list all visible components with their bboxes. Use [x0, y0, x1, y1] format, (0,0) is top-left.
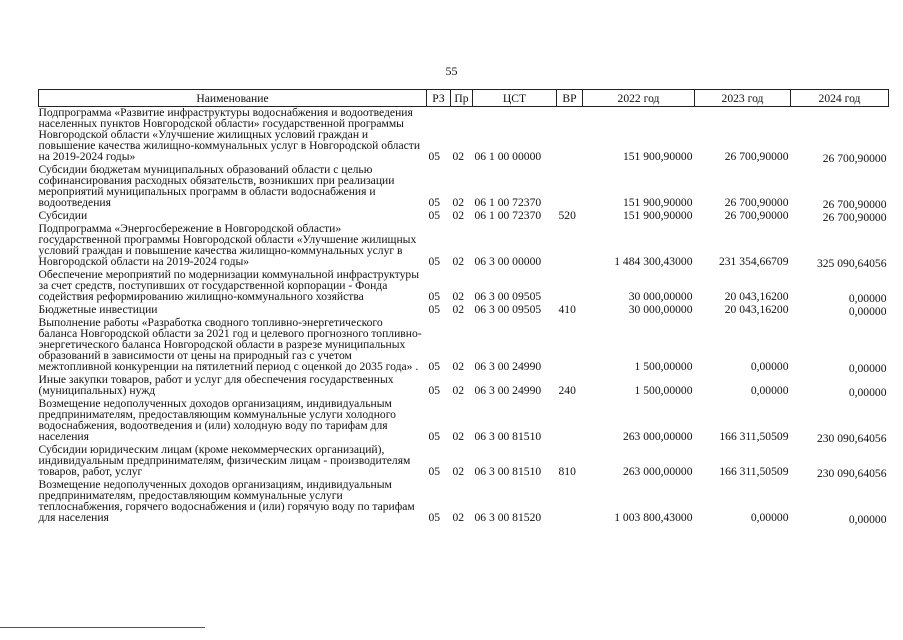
header-2022: 2022 год	[583, 90, 695, 107]
cell-vr: 240	[558, 384, 576, 397]
cell-cst: 06 3 00 24990	[474, 384, 542, 397]
cell-pr: 02	[452, 360, 465, 373]
cell-name: Субсидии	[38, 209, 88, 222]
cell-cst: 06 3 00 81510	[474, 465, 542, 478]
cell-rz: 05	[428, 150, 441, 163]
cell-y2023: 20 043,16200	[724, 303, 789, 316]
cell-y2023: 0,00000	[750, 384, 789, 397]
cell-vr	[557, 317, 583, 374]
header-vr: ВР	[557, 90, 583, 107]
table-row	[39, 223, 889, 269]
table-header	[39, 90, 889, 107]
cell-cst: 06 1 00 00000	[474, 150, 542, 163]
table-row	[39, 444, 889, 479]
cell-cst: 06 3 00 24990	[474, 360, 542, 373]
header-pr: Пр	[451, 90, 473, 107]
cell-pr: 02	[452, 196, 465, 209]
table-body	[39, 107, 889, 526]
table-row	[39, 317, 889, 374]
cell-vr	[557, 479, 583, 525]
cell-y2024: 0,00000	[848, 305, 887, 318]
cell-y2022: 1 500,00000	[634, 384, 693, 397]
cell-rz: 05	[428, 511, 441, 524]
header-rz: РЗ	[427, 90, 451, 107]
cell-y2022: 1 003 800,43000	[614, 511, 693, 524]
cell-y2024: 0,00000	[848, 386, 887, 399]
cell-vr	[557, 223, 583, 269]
cell-rz: 05	[428, 465, 441, 478]
cell-vr: 520	[558, 209, 576, 222]
cell-y2024: 26 700,90000	[822, 198, 887, 211]
cell-rz: 05	[428, 255, 441, 268]
budget-table	[38, 89, 889, 525]
cell-y2023: 0,00000	[750, 511, 789, 524]
cell-pr: 02	[452, 150, 465, 163]
cell-name: Возмещение недополученных доходов организациям, индивидуальным предпринимателям, предоставляющим коммунальные услуги теплоснабжения, горячего водоснабжения и (или) горячую воду по тарифам для населения	[38, 478, 415, 524]
cell-cst: 06 3 00 09505	[474, 290, 542, 303]
cell-y2023: 166 311,50509	[719, 430, 789, 443]
cell-name: Подпрограмма «Энергосбережение в Новгородской области» государственной программы Новгородской области «Улучшение жилищных условий граждан и повышение качества жилищно-коммунальных услуг в Новгородской области на 2019-2024 годы»	[38, 222, 417, 268]
cell-pr: 02	[452, 511, 465, 524]
cell-cst: 06 3 00 09505	[474, 303, 542, 316]
cell-name: Выполнение работы «Разработка сводного топливно-энергетического баланса Новгородской области за 2021 год и целевого прогнозного топливно-энергетического баланса Новгородской области в разрезе муниципальных образований в зависимости от цены на природный газ с учетом межтопливной конкуренции на пятилетний период с оценкой до 2035 года» .	[38, 316, 422, 373]
cell-y2024: 0,00000	[848, 292, 887, 305]
footnote-rule	[0, 627, 205, 628]
cell-pr: 02	[452, 290, 465, 303]
table-row	[39, 164, 889, 210]
cell-y2022: 30 000,00000	[628, 303, 693, 316]
cell-name: Иные закупки товаров, работ и услуг для обеспечения государственных (муниципальных) нужд	[38, 373, 394, 397]
table-row	[39, 269, 889, 304]
cell-y2022: 151 900,90000	[622, 209, 693, 222]
cell-y2024: 230 090,64056	[816, 432, 887, 445]
header-2023: 2023 год	[695, 90, 791, 107]
cell-vr	[557, 398, 583, 444]
cell-cst: 06 1 00 72370	[474, 209, 542, 222]
cell-name: Возмещение недополученных доходов организациям, индивидуальным предпринимателям, предоставляющим коммунальные услуги холодного водоснабжения, водоотведения и (или) холодную воду по тарифам для населения	[38, 397, 396, 443]
cell-y2024: 0,00000	[848, 513, 887, 526]
cell-rz: 05	[428, 303, 441, 316]
cell-y2024: 230 090,64056	[816, 467, 887, 480]
cell-rz: 05	[428, 430, 441, 443]
cell-y2024: 26 700,90000	[822, 152, 887, 165]
table-row	[39, 374, 889, 398]
cell-y2022: 263 000,00000	[622, 430, 693, 443]
cell-y2023: 26 700,90000	[724, 196, 789, 209]
cell-rz: 05	[428, 384, 441, 397]
cell-y2024: 0,00000	[848, 362, 887, 375]
cell-pr: 02	[452, 465, 465, 478]
cell-name: Обеспечение мероприятий по модернизации коммунальной инфраструктуры за счет средств, поступивших от государственной корпорации - Фонда содействия реформированию жилищно-коммунального хозяйства	[38, 268, 420, 303]
cell-y2023: 0,00000	[750, 360, 789, 373]
cell-name: Бюджетные инвестиции	[38, 303, 158, 316]
cell-pr: 02	[452, 209, 465, 222]
cell-y2023: 166 311,50509	[719, 465, 789, 478]
cell-rz: 05	[428, 209, 441, 222]
cell-pr: 02	[452, 384, 465, 397]
table-row	[39, 479, 889, 525]
header-cst: ЦСТ	[473, 90, 557, 107]
cell-rz: 05	[428, 196, 441, 209]
cell-cst: 06 3 00 00000	[474, 255, 542, 268]
cell-y2022: 1 500,00000	[634, 360, 693, 373]
cell-y2022: 1 484 300,43000	[614, 255, 693, 268]
cell-cst: 06 3 00 81520	[474, 511, 542, 524]
table-row	[39, 398, 889, 444]
cell-y2024: 26 700,90000	[822, 211, 887, 224]
cell-vr: 410	[558, 303, 576, 316]
cell-vr: 810	[558, 465, 576, 478]
cell-y2023: 20 043,16200	[724, 290, 789, 303]
cell-cst: 06 1 00 72370	[474, 196, 542, 209]
cell-vr	[557, 164, 583, 210]
cell-y2023: 26 700,90000	[724, 150, 789, 163]
cell-rz: 05	[428, 360, 441, 373]
cell-y2024: 325 090,64056	[816, 257, 887, 270]
header-2024: 2024 год	[791, 90, 889, 107]
cell-pr: 02	[452, 255, 465, 268]
cell-y2022: 30 000,00000	[628, 290, 693, 303]
cell-y2023: 231 354,66709	[718, 255, 789, 268]
cell-pr: 02	[452, 303, 465, 316]
page-number: 55	[445, 64, 458, 78]
cell-y2023: 26 700,90000	[724, 209, 789, 222]
header-name: Наименование	[39, 90, 427, 107]
cell-y2022: 263 000,00000	[622, 465, 693, 478]
table-row	[39, 107, 889, 165]
cell-y2022: 151 900,90000	[622, 150, 693, 163]
cell-y2022: 151 900,90000	[622, 196, 693, 209]
cell-vr	[557, 269, 583, 304]
cell-rz: 05	[428, 290, 441, 303]
cell-name: Субсидии юридическим лицам (кроме некоммерческих организаций), индивидуальным предпринимателям, физическим лицам - производителям товаров, работ, услуг	[38, 443, 411, 478]
cell-vr	[557, 107, 583, 165]
cell-name: Субсидии бюджетам муниципальных образований области с целью софинансирования расходных обязательств, возникших при реализации мероприятий муниципальных программ в области водоснабжения и водоотведения	[38, 163, 395, 209]
cell-pr: 02	[452, 430, 465, 443]
cell-name: Подпрограмма «Развитие инфраструктуры водоснабжения и водоотведения населенных пунктов Новгородской области» государственной программы Новгородской области «Улучшение жилищных условий граждан и повышение качества жилищно-коммунальных услуг в Новгородской области на 2019-2024 годы»	[38, 106, 421, 163]
cell-cst: 06 3 00 81510	[474, 430, 542, 443]
